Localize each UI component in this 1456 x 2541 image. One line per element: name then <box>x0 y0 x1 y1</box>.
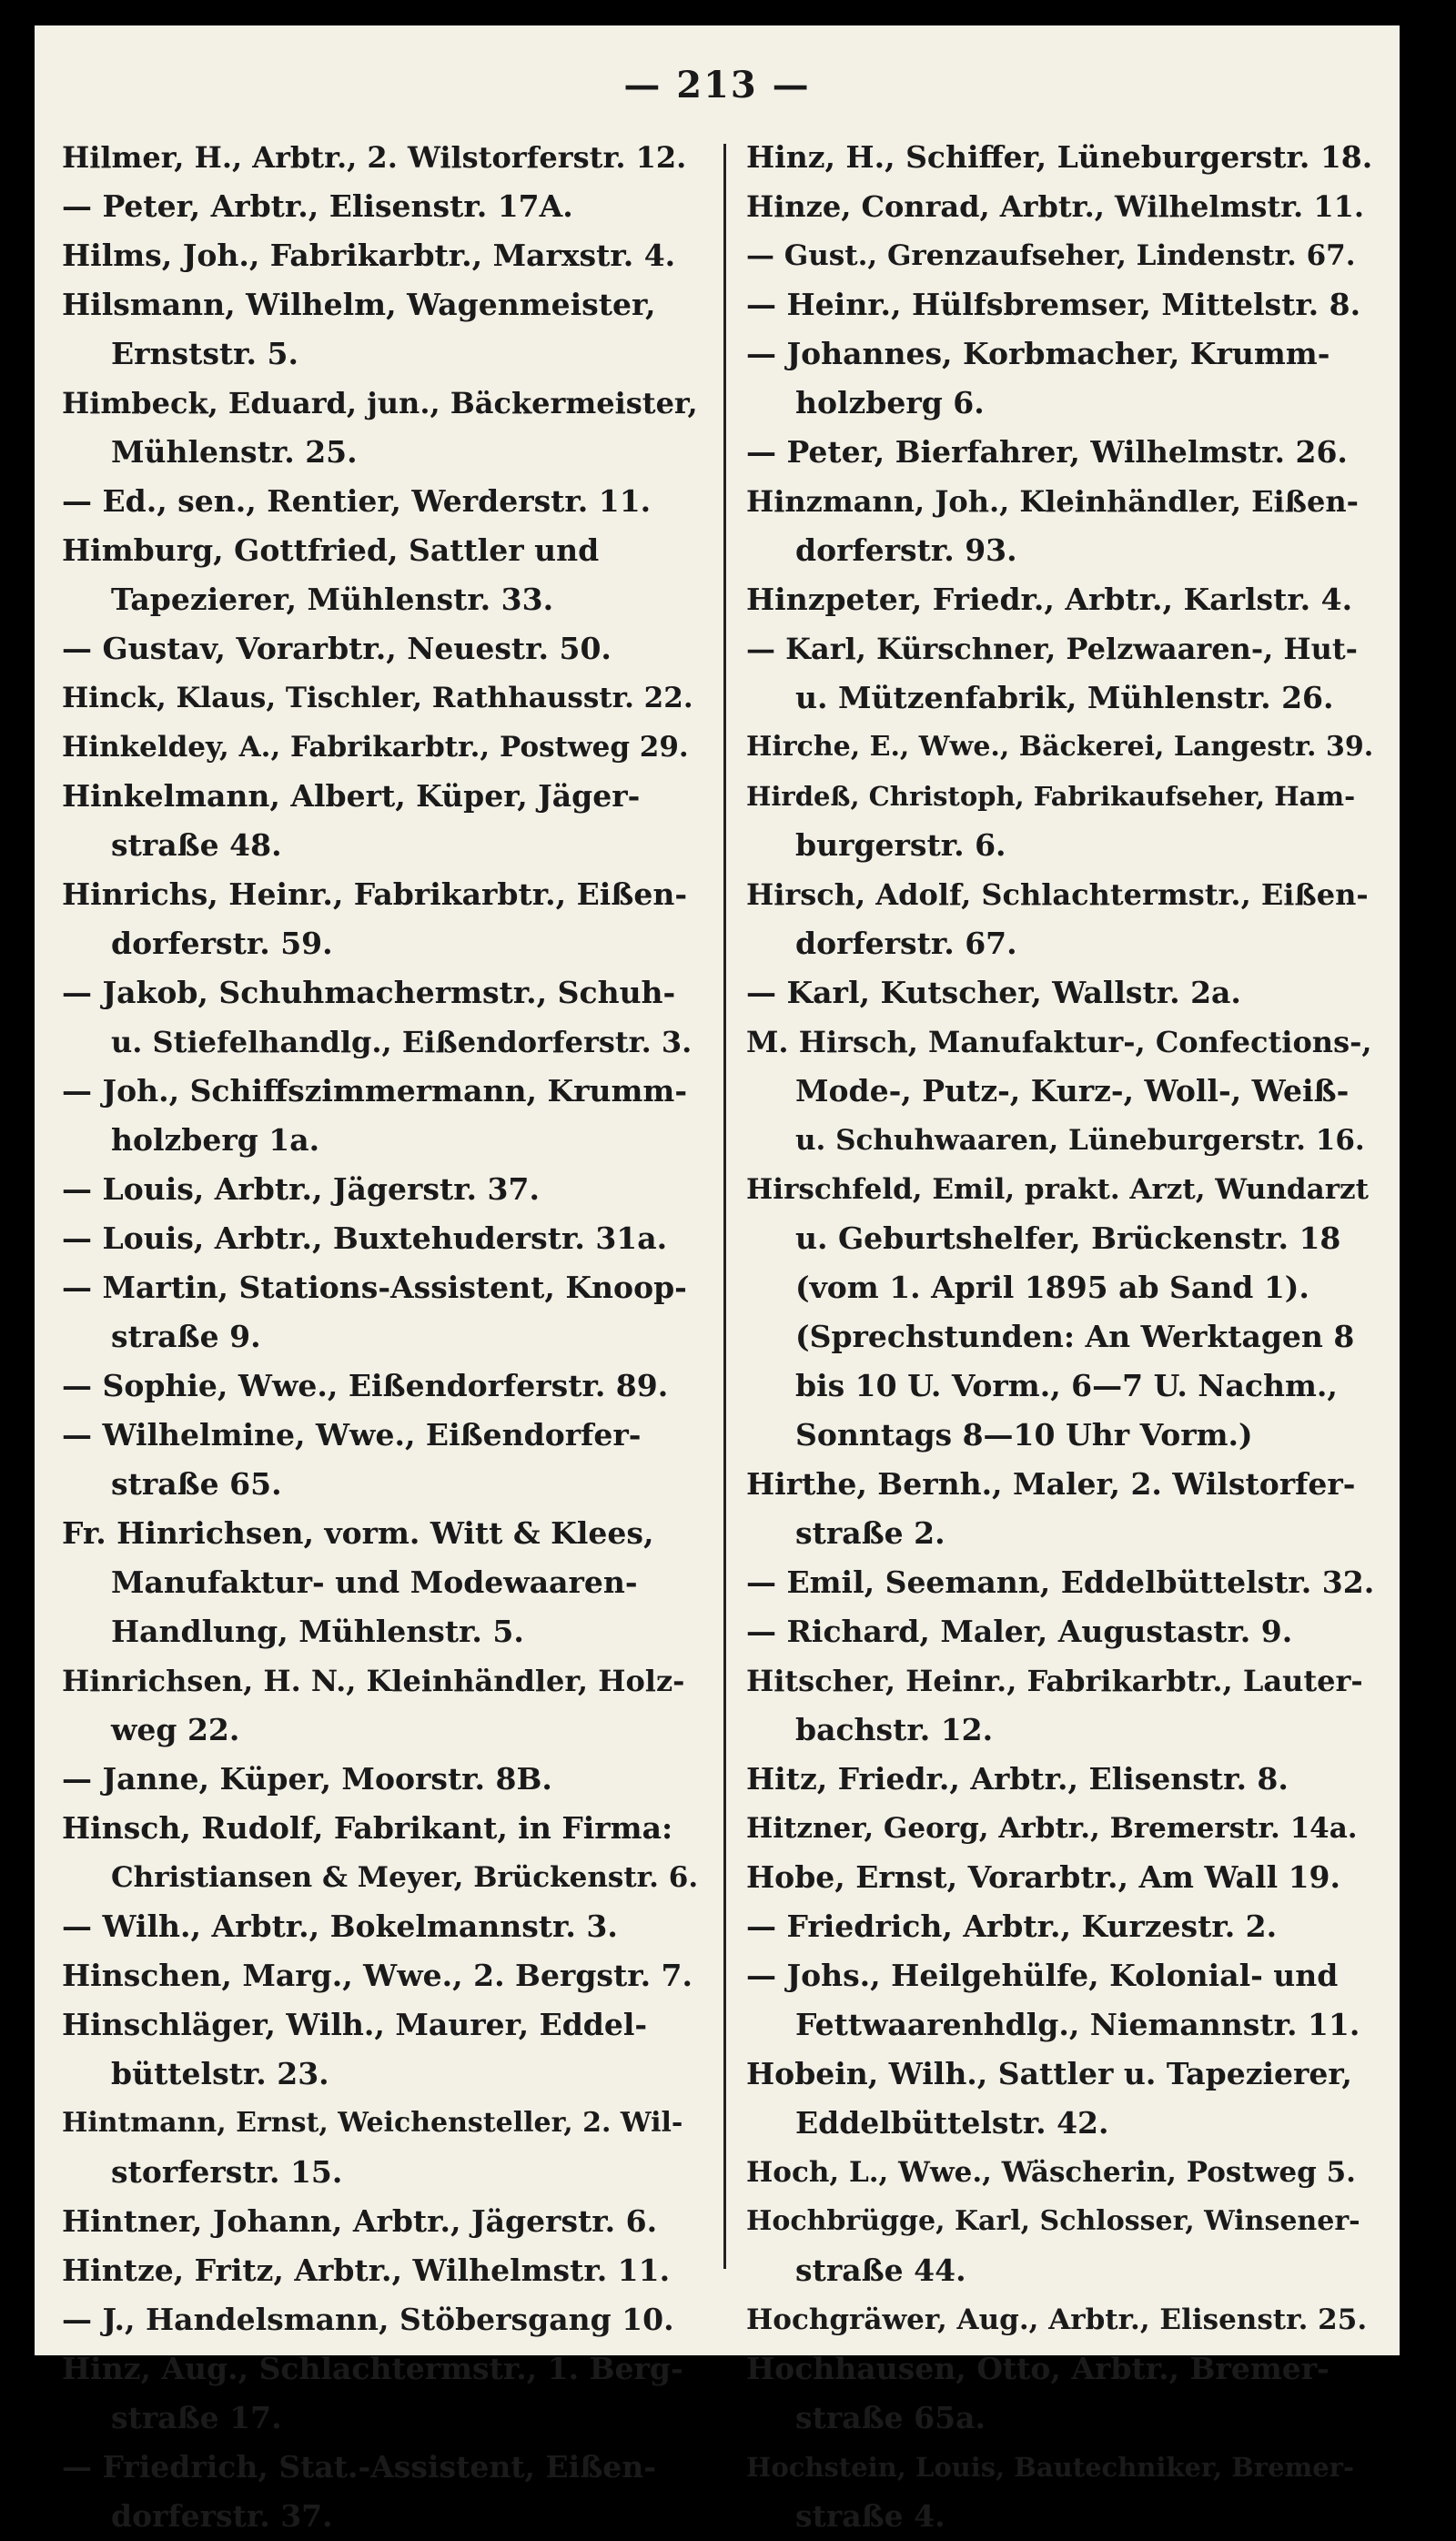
entry-line: Hinschläger, Wilh., Maurer, Eddel- <box>62 2007 648 2042</box>
directory-entry <box>62 2099 699 2197</box>
directory-entry <box>62 1165 699 1214</box>
directory-entry <box>62 1804 699 1902</box>
directory-page <box>35 25 1400 2534</box>
entry-line: — Wilh., Arbtr., Bokelmannstr. 3. <box>62 1908 618 1944</box>
entry-line: Hilsmann, Wilhelm, Wagenmeister, <box>62 287 656 322</box>
entry-continuation-line: straße 17. <box>111 2400 282 2435</box>
entry-line: Hitzner, Georg, Arbtr., Bremerstr. 14a. <box>746 1812 1358 1845</box>
entry-line: Hobe, Ernst, Vorarbtr., Am Wall 19. <box>746 1859 1341 1895</box>
entry-continuation-line: Eddelbüttelstr. 42. <box>795 2105 1109 2141</box>
entry-line: — Joh., Schiffszimmermann, Krumm- <box>62 1073 688 1109</box>
entry-line: — J., Handelsmann, Stöbersgang 10. <box>62 2302 674 2337</box>
entry-line: — Johannes, Korbmacher, Krumm- <box>746 336 1330 371</box>
directory-entry <box>746 1460 1374 1558</box>
entry-line: Hirschfeld, Emil, prakt. Arzt, Wundarzt <box>746 1173 1369 1206</box>
entry-line: Hirsch, Adolf, Schlachtermstr., Eißen- <box>746 877 1369 912</box>
entry-continuation-line: dorferstr. 67. <box>795 926 1017 961</box>
directory-entry <box>746 624 1374 723</box>
entry-line: Hinsch, Rudolf, Fabrikant, in Firma: <box>62 1810 673 1846</box>
entry-continuation-line: Fettwaarenhdlg., Niemannstr. 11. <box>795 2007 1360 2042</box>
directory-entry <box>62 968 699 1067</box>
directory-entry <box>62 1067 699 1165</box>
entry-continuation-line: bachstr. 12. <box>795 1712 994 1747</box>
entry-continuation-line: Christiansen & Meyer, Brückenstr. 6. <box>111 1861 699 1894</box>
entry-line: Hinschen, Marg., Wwe., 2. Bergstr. 7. <box>62 1958 693 1993</box>
entry-line: Hinck, Klaus, Tischler, Rathhausstr. 22. <box>62 682 693 714</box>
directory-entry <box>62 624 699 673</box>
directory-entry <box>746 723 1374 772</box>
right-column <box>746 133 1374 2541</box>
entry-line: Hintner, Johann, Arbtr., Jägerstr. 6. <box>62 2203 658 2239</box>
directory-entry <box>62 477 699 526</box>
entry-continuation-line: u. Mützenfabrik, Mühlenstr. 26. <box>795 680 1334 715</box>
entry-continuation-line: bis 10 U. Vorm., 6—7 U. Nachm., <box>795 1368 1338 1403</box>
entry-continuation-line: Manufaktur- und Modewaaren- <box>111 1564 638 1600</box>
directory-entry <box>62 2246 699 2295</box>
directory-entry <box>746 2295 1374 2344</box>
directory-entry <box>62 379 699 477</box>
entry-line: — Peter, Arbtr., Elisenstr. 17A. <box>62 188 573 224</box>
entry-line: Hinkeldey, A., Fabrikarbtr., Postweg 29. <box>62 731 689 764</box>
entry-line: Hitscher, Heinr., Fabrikarbtr., Lauter- <box>746 1664 1363 1698</box>
entry-continuation-line: u. Schuhwaaren, Lüneburgerstr. 16. <box>795 1124 1365 1157</box>
entry-line: — Peter, Bierfahrer, Wilhelmstr. 26. <box>746 434 1348 470</box>
entry-line: Hinrichs, Heinr., Fabrikarbtr., Eißen- <box>62 876 688 912</box>
directory-entry <box>746 870 1374 968</box>
directory-entry <box>746 1755 1374 1804</box>
directory-entry <box>62 1214 699 1263</box>
entry-continuation-line: straße 44. <box>795 2252 966 2288</box>
directory-entry <box>62 1362 699 1411</box>
entry-line: — Karl, Kürschner, Pelzwaaren-, Hut- <box>746 632 1358 666</box>
entry-line: — Janne, Küper, Moorstr. 8B. <box>62 1761 552 1797</box>
entry-line: — Louis, Arbtr., Buxtehuderstr. 31a. <box>62 1220 668 1256</box>
directory-entry <box>62 1902 699 1951</box>
entry-line: Hinzpeter, Friedr., Arbtr., Karlstr. 4. <box>746 582 1353 617</box>
directory-entry <box>62 1263 699 1362</box>
entry-line: Himburg, Gottfried, Sattler und <box>62 532 600 568</box>
entry-line: — Friedrich, Arbtr., Kurzestr. 2. <box>746 1908 1278 1944</box>
directory-entry <box>746 1951 1374 2050</box>
entry-line: Hinz, Aug., Schlachtermstr., 1. Berg- <box>62 2351 683 2386</box>
entry-continuation-line: holzberg 1a. <box>111 1122 320 1158</box>
directory-entry <box>746 1165 1374 1460</box>
directory-entry <box>746 1804 1374 1853</box>
entry-line: — Gust., Grenzaufseher, Lindenstr. 67. <box>746 239 1356 272</box>
directory-entry <box>62 673 699 723</box>
entry-line: Hochhausen, Otto, Arbtr., Bremer- <box>746 2351 1330 2386</box>
entry-continuation-line: straße 9. <box>111 1319 261 1354</box>
directory-entry <box>62 1656 699 1755</box>
directory-entry <box>62 2295 699 2344</box>
entry-line: Hilmer, H., Arbtr., 2. Wilstorferstr. 12. <box>62 140 687 175</box>
directory-entry <box>746 1656 1374 1755</box>
entry-continuation-line: (vom 1. April 1895 ab Sand 1). <box>795 1270 1309 1305</box>
directory-entry <box>62 1755 699 1804</box>
entry-continuation-line: dorferstr. 59. <box>111 926 333 961</box>
directory-entry <box>746 1558 1374 1607</box>
directory-entry <box>62 2344 699 2443</box>
directory-entry <box>746 428 1374 477</box>
entry-continuation-line: Handlung, Mühlenstr. 5. <box>111 1614 524 1649</box>
entry-line: — Martin, Stations-Assistent, Knoop- <box>62 1270 687 1305</box>
directory-entry <box>62 280 699 379</box>
directory-entry <box>746 280 1374 329</box>
entry-continuation-line: Mode-, Putz-, Kurz-, Woll-, Weiß- <box>795 1073 1350 1109</box>
entry-line: Hochgräwer, Aug., Arbtr., Elisenstr. 25. <box>746 2303 1368 2336</box>
directory-entry <box>746 2443 1374 2541</box>
directory-entry <box>62 772 699 870</box>
entry-continuation-line: holzberg 6. <box>795 385 985 420</box>
directory-entry <box>746 2344 1374 2443</box>
entry-line: Hitz, Friedr., Arbtr., Elisenstr. 8. <box>746 1761 1289 1797</box>
entry-line: — Louis, Arbtr., Jägerstr. 37. <box>62 1171 540 1207</box>
directory-entry <box>62 1411 699 1509</box>
entry-line: Hinze, Conrad, Arbtr., Wilhelmstr. 11. <box>746 189 1364 224</box>
entry-line: — Wilhelmine, Wwe., Eißendorfer- <box>62 1417 642 1453</box>
entry-line: Hintze, Fritz, Arbtr., Wilhelmstr. 11. <box>62 2252 671 2288</box>
entry-continuation-line: Mühlenstr. 25. <box>111 434 358 470</box>
entry-line: Hoch, L., Wwe., Wäscherin, Postweg 5. <box>746 2156 1356 2189</box>
entry-continuation-line: Tapezierer, Mühlenstr. 33. <box>111 582 554 617</box>
column-divider <box>723 144 726 2269</box>
entry-continuation-line: Sonntags 8—10 Uhr Vorm.) <box>795 1417 1253 1453</box>
entry-continuation-line: Ernststr. 5. <box>111 336 298 371</box>
directory-entry <box>62 526 699 624</box>
entry-line: Himbeck, Eduard, jun., Bäckermeister, <box>62 386 698 420</box>
left-column <box>62 133 699 2541</box>
entry-continuation-line: u. Geburtshelfer, Brückenstr. 18 <box>795 1220 1341 1256</box>
directory-entry <box>746 2197 1374 2295</box>
entry-continuation-line: u. Stiefelhandlg., Eißendorferstr. 3. <box>111 1025 693 1059</box>
directory-entry <box>62 182 699 231</box>
entry-line: — Karl, Kutscher, Wallstr. 2a. <box>746 975 1241 1010</box>
entry-line: Hinrichsen, H. N., Kleinhändler, Holz- <box>62 1664 685 1698</box>
entry-continuation-line: straße 4. <box>795 2498 945 2534</box>
entry-line: — Jakob, Schuhmachermstr., Schuh- <box>62 975 676 1010</box>
entry-line: Hirthe, Bernh., Maler, 2. Wilstorfer- <box>746 1466 1356 1502</box>
page-number: — 213 — <box>623 64 811 106</box>
entry-continuation-line: straße 48. <box>111 827 282 863</box>
directory-entry <box>746 772 1374 870</box>
entry-line: — Ed., sen., Rentier, Werderstr. 11. <box>62 483 652 519</box>
entry-continuation-line: (Sprechstunden: An Werktagen 8 <box>795 1319 1355 1354</box>
directory-entry <box>62 2197 699 2246</box>
directory-entry <box>746 182 1374 231</box>
entry-continuation-line: dorferstr. 93. <box>795 532 1017 568</box>
directory-entry <box>746 2050 1374 2148</box>
directory-entry <box>62 2443 699 2541</box>
entry-line: Hochstein, Louis, Bautechniker, Bremer- <box>746 2452 1354 2483</box>
entry-line: Hilms, Joh., Fabrikarbtr., Marxstr. 4. <box>62 238 676 273</box>
entry-continuation-line: straße 65a. <box>795 2400 986 2435</box>
entry-line: — Heinr., Hülfsbremser, Mittelstr. 8. <box>746 287 1361 322</box>
entry-line: Hirche, E., Wwe., Bäckerei, Langestr. 39. <box>746 731 1374 763</box>
directory-entry <box>62 231 699 280</box>
directory-entry <box>62 723 699 772</box>
directory-entry <box>746 1853 1374 1902</box>
entry-continuation-line: weg 22. <box>111 1712 240 1747</box>
entry-continuation-line: burgerstr. 6. <box>795 827 1006 863</box>
entry-line: — Johs., Heilgehülfe, Kolonial- und <box>746 1958 1339 1993</box>
directory-entry <box>746 231 1374 280</box>
entry-line: Hobein, Wilh., Sattler u. Tapezierer, <box>746 2056 1352 2091</box>
entry-line: — Friedrich, Stat.-Assistent, Eißen- <box>62 2449 656 2485</box>
entry-continuation-line: dorferstr. 37. <box>111 2498 333 2534</box>
directory-entry <box>62 1509 699 1656</box>
entry-continuation-line: straße 65. <box>111 1466 282 1502</box>
directory-entry <box>62 133 699 182</box>
directory-entry <box>746 575 1374 624</box>
directory-entry <box>746 1017 1374 1165</box>
entry-continuation-line: storferstr. 15. <box>111 2154 343 2190</box>
entry-continuation-line: büttelstr. 23. <box>111 2056 329 2091</box>
entry-line: — Emil, Seemann, Eddelbüttelstr. 32. <box>746 1564 1374 1600</box>
entry-line: Hinz, H., Schiffer, Lüneburgerstr. 18. <box>746 139 1373 175</box>
directory-entry <box>62 1951 699 2000</box>
entry-line: Hirdeß, Christoph, Fabrikaufseher, Ham- <box>746 781 1356 812</box>
directory-entry <box>62 2000 699 2099</box>
entry-line: Hintmann, Ernst, Weichensteller, 2. Wil- <box>62 2107 683 2139</box>
entry-line: Fr. Hinrichsen, vorm. Witt & Klees, <box>62 1515 654 1551</box>
directory-entry <box>746 1607 1374 1656</box>
directory-entry <box>746 329 1374 428</box>
entry-line: — Gustav, Vorarbtr., Neuestr. 50. <box>62 631 612 666</box>
entry-continuation-line: straße 2. <box>795 1515 945 1551</box>
entry-line: Hinkelmann, Albert, Küper, Jäger- <box>62 778 641 814</box>
entry-line: — Richard, Maler, Augustastr. 9. <box>746 1614 1293 1649</box>
directory-entry <box>746 1902 1374 1951</box>
entry-line: — Sophie, Wwe., Eißendorferstr. 89. <box>62 1368 669 1403</box>
entry-line: M. Hirsch, Manufaktur-, Confections-, <box>746 1025 1372 1059</box>
entry-line: Hinzmann, Joh., Kleinhändler, Eißen- <box>746 484 1359 519</box>
directory-entry <box>746 968 1374 1017</box>
directory-entry <box>746 477 1374 575</box>
directory-entry <box>746 2148 1374 2197</box>
directory-entry <box>746 133 1374 182</box>
entry-line: Hochbrügge, Karl, Schlosser, Winsener- <box>746 2205 1360 2237</box>
directory-entry <box>62 870 699 968</box>
